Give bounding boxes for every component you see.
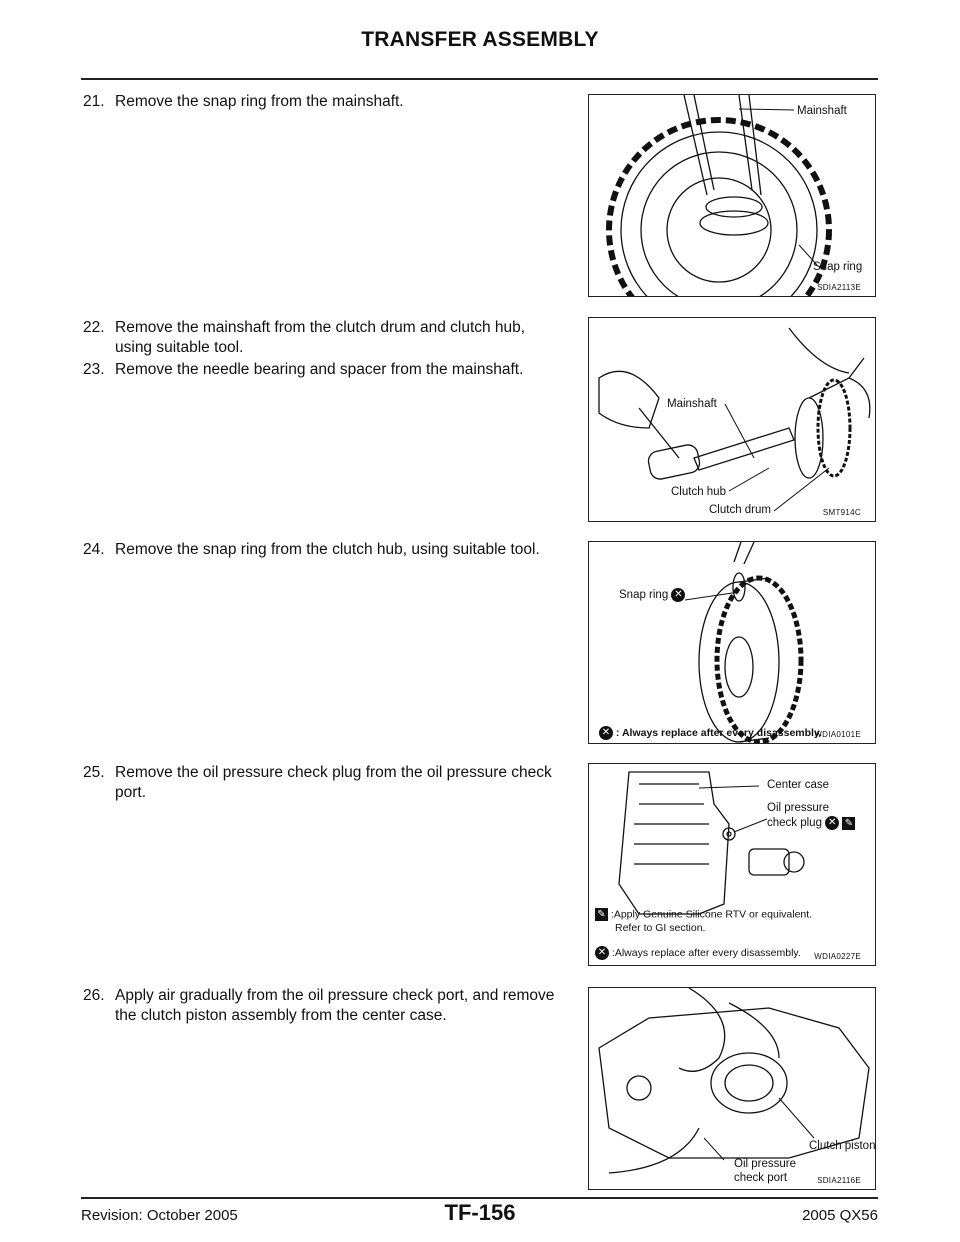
figure-oil-pressure-plug	[588, 763, 876, 966]
label-check-plug	[767, 816, 855, 830]
step-text-cont: the clutch piston assembly from the center case.	[115, 1007, 447, 1024]
label-mainshaft: Mainshaft	[667, 398, 717, 410]
step-number: 22.	[83, 319, 105, 336]
mainshaft-hammer-illustration	[589, 318, 876, 522]
figure-code: WDIA0101E	[814, 730, 861, 739]
label-snap-ring	[619, 588, 685, 602]
footer-rule	[81, 1197, 878, 1199]
label-snap-ring: Snap ring	[813, 261, 863, 273]
legend-text-cont: Refer to GI section.	[615, 922, 706, 934]
x-circle-icon: ✕	[595, 946, 609, 960]
step-26	[83, 986, 577, 1026]
label-clutch-hub: Clutch hub	[671, 486, 726, 498]
legend-text: :Apply Genuine Silicone RTV or equivalent.	[610, 908, 813, 921]
step-number: 26.	[83, 987, 105, 1004]
page-title: TRANSFER ASSEMBLY	[361, 28, 599, 51]
label-oil-pressure: Oil pressure	[767, 802, 829, 814]
step-text: Remove the mainshaft from the clutch drum and clutch hub,	[115, 319, 526, 336]
step-22	[83, 318, 577, 358]
label-check-plug-text: check plug	[767, 817, 822, 830]
step-text: Remove the oil pressure check plug from the oil pressure check	[115, 764, 552, 781]
pencil-sealant-icon: ✎	[842, 817, 855, 830]
label-center-case: Center case	[767, 779, 830, 791]
step-text: Apply air gradually from the oil pressure check port, and remove	[115, 987, 555, 1004]
clutch-piston-illustration	[589, 988, 876, 1190]
label-oil-pressure: Oil pressure	[734, 1158, 796, 1170]
footer-model: 2005 QX56	[802, 1207, 878, 1224]
header-rule	[81, 78, 878, 80]
figure-code: SMT914C	[822, 508, 861, 517]
label-mainshaft: Mainshaft	[797, 105, 847, 117]
figure-code: WDIA0227E	[814, 952, 861, 961]
figure-snap-ring-mainshaft	[588, 94, 876, 297]
figure-legend	[599, 726, 822, 740]
figure-code: SDIA2113E	[817, 283, 861, 292]
figure-snap-ring-clutch-hub	[588, 541, 876, 744]
legend-text: :Always replace after every disassembly.	[611, 946, 801, 959]
step-number: 25.	[83, 764, 105, 781]
x-circle-icon: ✕	[599, 726, 613, 740]
figure-legend-sealant	[595, 908, 812, 921]
x-circle-icon: ✕	[671, 588, 685, 602]
label-snap-ring-text: Snap ring	[619, 589, 669, 602]
label-clutch-piston: Clutch piston	[809, 1140, 876, 1152]
step-text: Remove the needle bearing and spacer from the mainshaft.	[115, 361, 524, 378]
step-24	[83, 540, 577, 560]
legend-text: : Always replace after every disassembly.	[615, 726, 822, 739]
step-number: 23.	[83, 361, 105, 378]
figure-code: SDIA2116E	[817, 1176, 861, 1185]
center-case-illustration	[589, 764, 876, 966]
step-21	[83, 92, 577, 112]
figure-clutch-piston-removal	[588, 987, 876, 1190]
step-23	[83, 360, 577, 380]
step-number: 21.	[83, 93, 105, 110]
step-text: Remove the snap ring from the mainshaft.	[115, 93, 404, 110]
label-clutch-drum: Clutch drum	[709, 504, 771, 516]
footer-revision: Revision: October 2005	[81, 1207, 238, 1224]
step-number: 24.	[83, 541, 105, 558]
clutch-hub-illustration	[589, 542, 876, 744]
figure-legend-replace	[595, 946, 801, 960]
step-text-cont: port.	[115, 784, 147, 801]
step-text-cont: using suitable tool.	[115, 339, 244, 356]
figure-remove-mainshaft	[588, 317, 876, 522]
page-number: TF-156	[444, 1200, 516, 1225]
x-circle-icon: ✕	[825, 816, 839, 830]
step-25	[83, 763, 577, 803]
step-text: Remove the snap ring from the clutch hub, using suitable tool.	[115, 541, 540, 558]
pencil-sealant-icon: ✎	[595, 908, 608, 921]
label-check-port: check port	[734, 1172, 788, 1184]
